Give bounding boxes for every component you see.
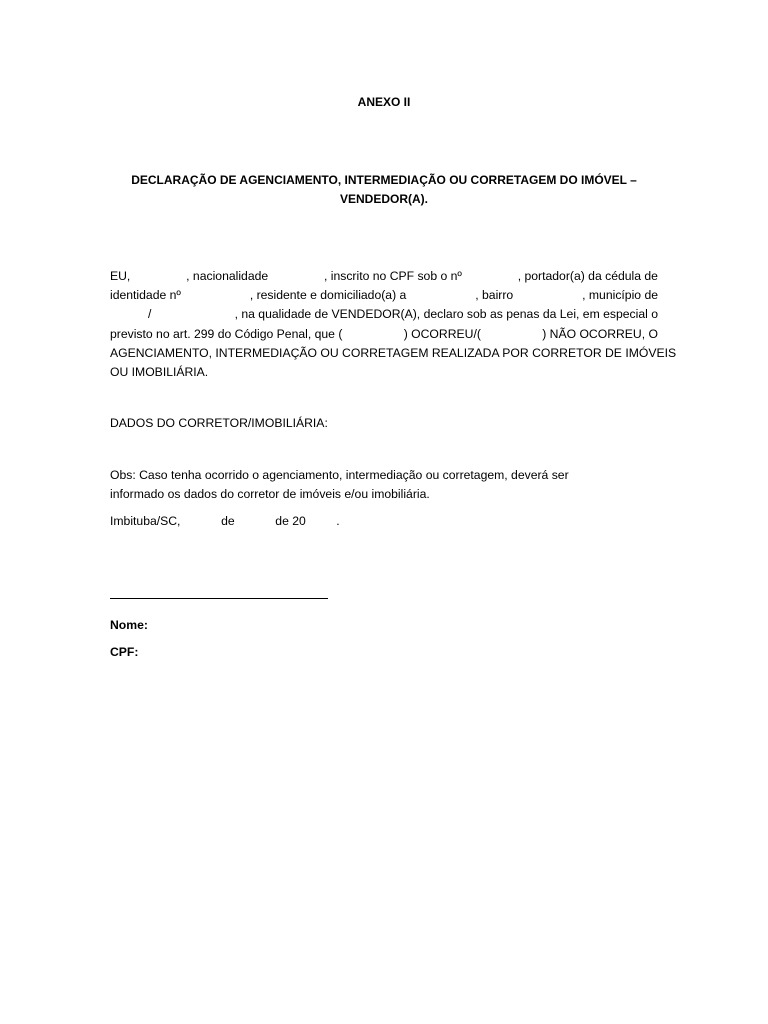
text-segment: , residente e domiciliado(a) a xyxy=(249,288,407,303)
text-segment: ) NÃO OCORREU, O xyxy=(542,326,658,341)
declaration-line xyxy=(110,344,677,363)
date-year-prefix: de 20 xyxy=(275,514,306,528)
declaration-line xyxy=(110,286,658,305)
text-segment: , portador(a) da cédula de xyxy=(517,269,658,283)
declaration-line xyxy=(110,305,658,324)
text-segment: , município de xyxy=(582,288,658,303)
broker-data-label: DADOS DO CORRETOR/IMOBILIÁRIA: xyxy=(110,416,328,430)
date-place: Imbituba/SC, xyxy=(110,514,181,528)
text-segment: informado os dados do corretor de imóveis e/ou imobiliária. xyxy=(110,487,430,502)
text-segment: Obs: Caso tenha ocorrido o agenciamento, intermediação ou corretagem, deverá ser xyxy=(110,468,569,482)
declaration-line xyxy=(110,325,658,344)
date-place-line xyxy=(110,512,340,531)
text-segment: , inscrito no CPF sob o nº xyxy=(323,269,462,283)
declaration-title xyxy=(110,171,658,209)
signature-line xyxy=(110,598,328,599)
text-segment: , bairro xyxy=(475,288,514,303)
cpf-label: CPF: xyxy=(110,645,139,659)
text-segment: previsto no art. 299 do Código Penal, que ( xyxy=(110,326,343,341)
text-segment: EU, xyxy=(110,269,131,283)
declaration-title-line: VENDEDOR(A). xyxy=(339,192,428,206)
text-segment: / xyxy=(148,307,152,322)
obs-line xyxy=(110,466,658,485)
date-de: de xyxy=(221,514,235,528)
obs-line xyxy=(110,485,658,504)
text-segment: , nacionalidade xyxy=(186,269,269,283)
text-segment: , na qualidade de VENDEDOR(A), declaro sob as penas da Lei, em especial o xyxy=(234,307,658,322)
declaration-title-line: DECLARAÇÃO DE AGENCIAMENTO, INTERMEDIAÇÃO OU CORRETAGEM DO IMÓVEL – xyxy=(131,173,637,187)
declaration-line xyxy=(110,267,658,286)
name-label: Nome: xyxy=(110,618,148,632)
text-segment: identidade nº xyxy=(110,288,181,303)
text-segment: ) OCORREU/( xyxy=(403,326,481,341)
obs-paragraph xyxy=(110,466,658,504)
declaration-line xyxy=(110,363,658,382)
text-segment: AGENCIAMENTO, INTERMEDIAÇÃO OU CORRETAGEM REALIZADA POR CORRETOR DE IMÓVEIS xyxy=(110,345,677,360)
annex-title: ANEXO II xyxy=(357,95,411,109)
declaration-paragraph xyxy=(110,267,677,382)
date-end: . xyxy=(336,514,340,528)
text-segment: OU IMOBILIÁRIA. xyxy=(110,364,209,379)
